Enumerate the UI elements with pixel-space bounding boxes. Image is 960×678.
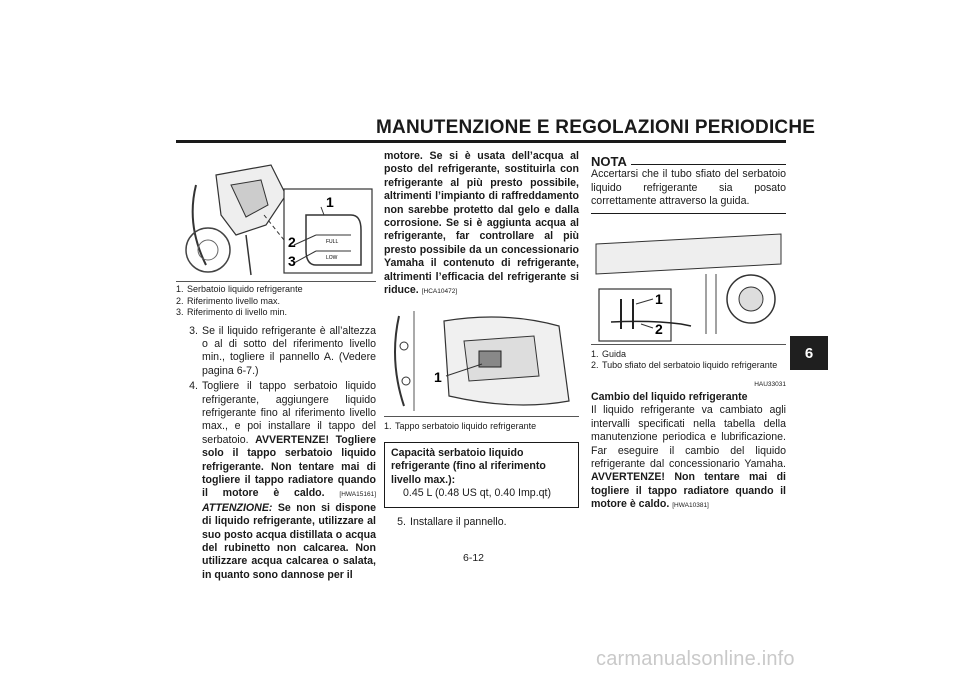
figure1-label-3: 3 bbox=[288, 253, 296, 269]
caption-item: 2. Riferimento livello max. bbox=[176, 295, 281, 306]
coolant-tank-illustration bbox=[176, 155, 376, 281]
caution-label: ATTENZIONE: bbox=[202, 501, 273, 514]
nota-text: Accertarsi che il tubo sfiato del serbatoio liquido refrigerante sia posato correttamente attraverso la guida. bbox=[591, 168, 786, 208]
caution-text: Se non si dispone di liquido refrigerante, utilizzare al suo posto acqua distillata o acqua del rubinetto non calcarea. Non utilizzare acqua calcarea o salata, in quanto sono dannose per il bbox=[202, 501, 376, 581]
title-rule bbox=[176, 140, 786, 143]
caution-text-continued: motore. Se si è usata dell’acqua al posto del refrigerante, sostituirla con refrigerante al più presto possibile, altrimenti l’impianto di raffreddamento non sarebbe protetto dal gelo e dalla corrosione. Se si è aggiunta acqua al refrigerante, far controllare al più presto possibile da un concessionario Yamaha il contenuto di refrigerante, altrimenti l’efficacia del refrigerante si riduce. [HCA10472] bbox=[384, 150, 579, 297]
figure-coolant-cap bbox=[384, 306, 579, 417]
nota-rule bbox=[591, 213, 786, 214]
column-2 bbox=[384, 150, 579, 529]
nota-heading: NOTA bbox=[591, 155, 786, 168]
caption-item: 1. Guida bbox=[591, 348, 627, 359]
figure-breather-hose bbox=[591, 224, 786, 345]
page-title: MANUTENZIONE E REGOLAZIONI PERIODICHE bbox=[376, 117, 816, 138]
figure3-caption bbox=[591, 349, 786, 372]
coolant-cap-illustration bbox=[384, 306, 579, 416]
section-ref-code: HAU33031 bbox=[754, 380, 786, 388]
figure3-label-1: 1 bbox=[655, 290, 663, 307]
spec-box bbox=[384, 442, 579, 508]
caption-item: 2. Tubo sfiato del serbatoio liquido refrigerante bbox=[591, 360, 778, 371]
tank-mark-low: LOW bbox=[326, 255, 338, 261]
section-tab: 6 bbox=[790, 336, 828, 370]
figure1-label-2: 2 bbox=[288, 234, 296, 250]
tank-mark-full: FULL bbox=[326, 239, 339, 245]
page-number: 6-12 bbox=[463, 552, 485, 564]
section-warning: AVVERTENZE! Non tentare mai di togliere il tappo radiatore quando il motore è caldo. bbox=[591, 471, 786, 511]
step-3: 3. Se il liquido refrigerante è all’altezza o al di sotto del riferimento livello min., togliere il pannello A. (Vedere pagina 6-7.) bbox=[189, 324, 376, 377]
caption-item: 1. Tappo serbatoio liquido refrigerante bbox=[384, 421, 537, 432]
figure2-caption bbox=[384, 421, 579, 433]
figure-coolant-tank bbox=[176, 155, 376, 282]
warning-text: AVVERTENZE! Togliere solo il tappo serbatoio liquido refrigerante. Non tentare mai di togliere il tappo radiatore quando il motore è caldo. bbox=[202, 433, 376, 500]
column-3 bbox=[591, 155, 786, 513]
caption-item: 1. Serbatoio liquido refrigerante bbox=[176, 284, 303, 294]
caption-item: 3. Riferimento di livello min. bbox=[176, 307, 288, 317]
warning-code: [HWA15161] bbox=[339, 491, 377, 499]
column-1 bbox=[176, 155, 376, 582]
watermark: carmanualsonline.info bbox=[596, 648, 795, 670]
spec-label: Capacità serbatoio liquido refrigerante (fino al riferimento livello max.): bbox=[391, 446, 546, 486]
section-text: Il liquido refrigerante va cambiato agli intervalli specificati nella tabella della manutenzione periodica e lubrificazione. Far eseguire il cambio del liquido refrigerante dal concessionario Yamaha. AVVERTENZE! Non tentare mai di togliere il tappo radiatore quando il motore è caldo. [HWA10381] bbox=[591, 404, 786, 511]
section-warning-code: [HWA10381] bbox=[672, 502, 709, 510]
spec-value: 0.45 L (0.48 US qt, 0.40 Imp.qt) bbox=[403, 487, 552, 500]
breather-hose-illustration bbox=[591, 224, 786, 344]
figure1-caption bbox=[176, 284, 376, 319]
step-4: 4. Togliere il tappo serbatoio liquido refrigerante, aggiungere liquido refrigerante fino al riferimento livello max., e poi installare il tappo del serbatoio. AVVERTENZE! Togliere solo il tappo serbatoio liquido refrigerante. Non tentare mai di togliere il tappo radiatore quando il motore è caldo. [HWA15161] ATTENZIONE: Se non si dispone di liquido refrigerante, utilizzare al suo posto acqua distillata o acqua del rubinetto non calcarea. Non utilizzare acqua calcarea o salata, in quanto sono dannose per il bbox=[189, 380, 377, 581]
step-5: 5. Installare il pannello. bbox=[397, 515, 507, 528]
figure2-label-1: 1 bbox=[434, 369, 442, 386]
figure3-label-2: 2 bbox=[655, 320, 663, 337]
figure1-label-1: 1 bbox=[326, 194, 334, 210]
section-title: Cambio del liquido refrigerante bbox=[591, 391, 748, 404]
